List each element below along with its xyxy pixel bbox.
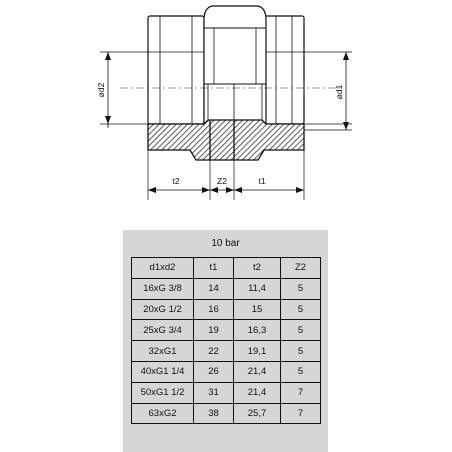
union-nut bbox=[204, 6, 266, 124]
od2-label: ød2 bbox=[96, 82, 106, 98]
t1-label: t1 bbox=[258, 176, 266, 186]
cell-d1xd2: 63xG2 bbox=[132, 403, 194, 424]
cell-t2: 11,4 bbox=[234, 278, 281, 299]
cell-t1: 19 bbox=[194, 320, 234, 341]
dimension-od1 bbox=[334, 52, 349, 130]
cell-d1xd2: 32xG1 bbox=[132, 341, 194, 362]
cell-z2: 7 bbox=[281, 403, 321, 424]
section-hatch bbox=[148, 120, 304, 160]
pressure-rating-title: 10 bar bbox=[211, 238, 240, 249]
cell-t1: 22 bbox=[194, 341, 234, 362]
cell-t2: 21,4 bbox=[234, 382, 281, 403]
cell-t2: 16,3 bbox=[234, 320, 281, 341]
cell-t1: 16 bbox=[194, 299, 234, 320]
cell-d1xd2: 50xG1 1/2 bbox=[132, 382, 194, 403]
table-header-row bbox=[132, 258, 321, 279]
cell-d1xd2: 20xG 1/2 bbox=[132, 299, 194, 320]
cell-t2: 19,1 bbox=[234, 341, 281, 362]
table-row bbox=[132, 341, 321, 362]
dimension-od2 bbox=[96, 52, 111, 128]
cell-t2: 21,4 bbox=[234, 361, 281, 382]
cell-t1: 14 bbox=[194, 278, 234, 299]
t2-label: t2 bbox=[172, 176, 180, 186]
header-d1xd2: d1xd2 bbox=[132, 258, 194, 279]
table-row bbox=[132, 278, 321, 299]
cell-z2: 5 bbox=[281, 299, 321, 320]
table-row bbox=[132, 299, 321, 320]
table-row bbox=[132, 361, 321, 382]
cell-z2: 5 bbox=[281, 320, 321, 341]
cell-t2: 25,7 bbox=[234, 403, 281, 424]
length-dimensions bbox=[148, 176, 304, 193]
spec-table bbox=[131, 257, 321, 424]
header-t1: t1 bbox=[194, 258, 234, 279]
cell-z2: 5 bbox=[281, 278, 321, 299]
cell-z2: 5 bbox=[281, 341, 321, 362]
fitting-drawing bbox=[0, 0, 452, 210]
od1-label: ød1 bbox=[334, 84, 344, 100]
cell-z2: 5 bbox=[281, 361, 321, 382]
cell-d1xd2: 16xG 3/8 bbox=[132, 278, 194, 299]
table-row bbox=[132, 320, 321, 341]
header-z2: Z2 bbox=[281, 258, 321, 279]
cell-t1: 38 bbox=[194, 403, 234, 424]
cell-t1: 26 bbox=[194, 361, 234, 382]
cell-t1: 31 bbox=[194, 382, 234, 403]
table-row bbox=[132, 382, 321, 403]
spec-table-panel bbox=[123, 230, 328, 452]
cell-d1xd2: 25xG 3/4 bbox=[132, 320, 194, 341]
header-t2: t2 bbox=[234, 258, 281, 279]
z2-label: Z2 bbox=[217, 176, 227, 186]
cell-t2: 15 bbox=[234, 299, 281, 320]
cell-z2: 7 bbox=[281, 382, 321, 403]
cell-d1xd2: 40xG1 1/4 bbox=[132, 361, 194, 382]
table-row bbox=[132, 403, 321, 424]
